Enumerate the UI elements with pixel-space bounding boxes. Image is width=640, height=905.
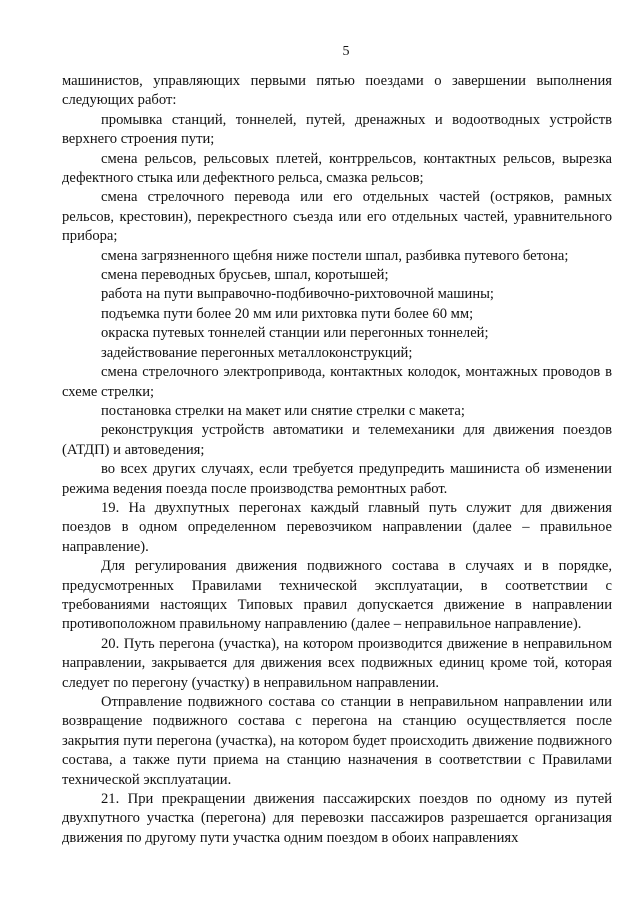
paragraph: 19. На двухпутных перегонах каждый главный путь служит для движения поездов в одном определенном перевозчиком направлении (далее – правильное направление). bbox=[62, 499, 612, 555]
paragraph: окраска путевых тоннелей станции или перегонных тоннелей; bbox=[101, 325, 489, 342]
paragraph: промывка станций, тоннелей, путей, дренажных и водоотводных устройств верхнего строения пути; bbox=[62, 111, 612, 148]
paragraph: машинистов, управляющих первыми пятью поездами о завершении выполнения следующих работ: bbox=[62, 73, 612, 109]
paragraph: смена стрелочного электропривода, контактных колодок, монтажных проводов в схеме стрелки; bbox=[62, 364, 612, 400]
paragraph: 20. Путь перегона (участка), на котором производится движение в неправильном направлении, закрывается для движения всех подвижных единиц кроме той, которая следует по перегону (участку) в неправильном направлении. bbox=[62, 635, 612, 691]
paragraph: смена загрязненного щебня ниже постели шпал, разбивка путевого бетона; bbox=[101, 247, 569, 264]
paragraph: смена стрелочного перевода или его отдельных частей (остряков, рамных рельсов, крестовин), перекрестного съезда или его отдельных частей, уравнительного прибора; bbox=[62, 189, 612, 245]
paragraph: работа на пути выправочно-подбивочно-рихтовочной машины; bbox=[101, 286, 494, 303]
paragraph: 21. При прекращении движения пассажирских поездов по одному из путей двухпутного участка (перегона) для перевозки пассажиров разрешается организация движения по другому пути участка одним поездом в обоих направлениях bbox=[62, 791, 612, 846]
paragraph: задействование перегонных металлоконструкций; bbox=[101, 344, 413, 361]
document-body bbox=[62, 72, 612, 848]
paragraph: смена переводных брусьев, шпал, коротышей; bbox=[101, 267, 389, 284]
paragraph: во всех других случаях, если требуется предупредить машиниста об изменении режима ведения поезда после производства ремонтных работ. bbox=[62, 461, 612, 497]
paragraph: реконструкция устройств автоматики и телемеханики для движения поездов (АТДП) и автоведения; bbox=[62, 422, 612, 458]
paragraph: подъемка пути более 20 мм или рихтовка пути более 60 мм; bbox=[101, 305, 474, 322]
paragraph: постановка стрелки на макет или снятие стрелки с макета; bbox=[101, 402, 465, 419]
paragraph: смена рельсов, рельсовых плетей, контррельсов, контактных рельсов, вырезка дефектного стыка или дефектного рельса, смазка рельсов; bbox=[62, 150, 612, 187]
paragraph: Для регулирования движения подвижного состава в случаях и в порядке, предусмотренных Правилами технической эксплуатации, в соответствии с требованиями настоящих Типовых правил допускается движение в направлении противоположном правильному направлению (далее – неправильное направление). bbox=[62, 558, 612, 633]
paragraph: Отправление подвижного состава со станции в неправильном направлении или возвращение подвижного состава с перегона на станцию осуществляется после закрытия пути перегона (участка), на котором будет происходить движение подвижного состава, а также пути приема на станцию назначения в соответствии с Правилами технической эксплуатации. bbox=[62, 694, 612, 788]
page-number: 5 bbox=[342, 44, 350, 59]
